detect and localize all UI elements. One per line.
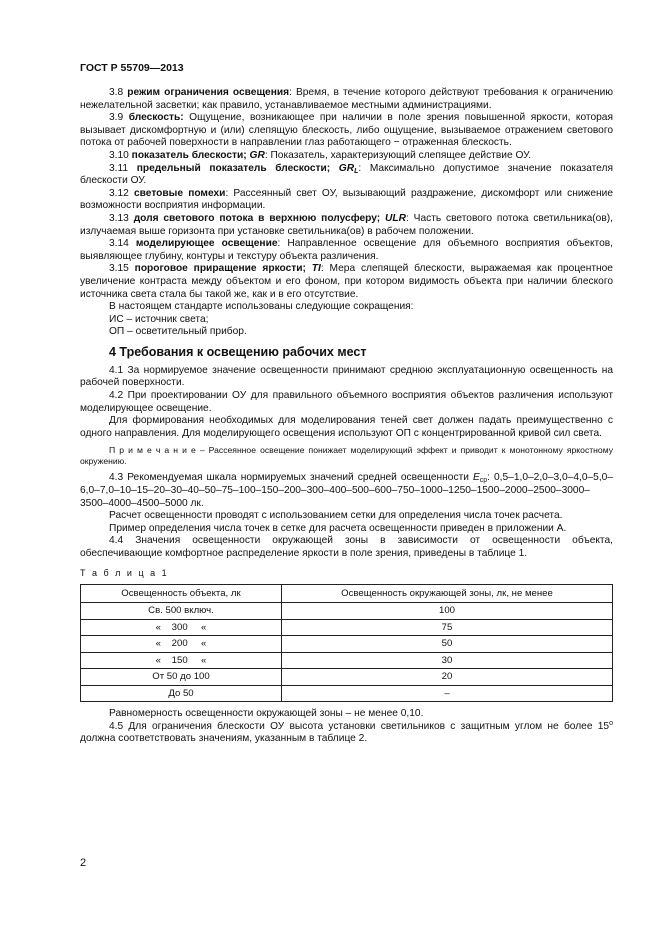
abbreviation-item: ИС – источник света;: [109, 313, 209, 325]
definition-3-10: [80, 150, 613, 163]
clause-text: 4.3 Рекомендуемая шкала нормируемых значений средней освещенности: [109, 472, 473, 484]
table-cell: 20: [282, 669, 613, 686]
clause-number: 3.14: [109, 238, 129, 250]
table-cell: « 300 «: [81, 619, 282, 636]
definition-3-9: [80, 112, 613, 150]
term-abbreviation: ULR: [385, 212, 406, 224]
abbreviation-item: ОП – осветительный прибор.: [109, 326, 247, 338]
table-cell: 30: [282, 652, 613, 669]
uniformity-paragraph: Равномерность освещенности окружающей зоны – не менее 0,10.: [109, 708, 424, 720]
table-caption: Т а б л и ц а 1: [80, 567, 169, 578]
definition-text: : Мера слепящей блескости, выражаемая как процентное увеличение контраста между объектом и его фоном, при котором видимость объекта при наличии блеского источника света стала бы такой же, как и в его отсутствие.: [80, 263, 613, 300]
clause-text: : 0,5–1,0–2,0–3,0–4,0–5,0–6,0–7,0–10–15–20–30–40–50–75–100–150–200–300–400–500–600–750–1000–1250–1500–2000–2500–3000–3500–4000–4500–5000 лк.: [80, 472, 613, 509]
note: [80, 445, 613, 467]
term: световые помехи: [134, 187, 226, 199]
definition-text: : Направленное освещение для объемного восприятия объектов, выявляющее глубину, контуры и текстуру объекта различения.: [80, 238, 613, 262]
term: предельный показатель блескости;: [136, 162, 331, 174]
term-abbreviation: TI: [311, 263, 321, 275]
definition-3-11: [80, 163, 613, 188]
table-cell: До 50: [81, 685, 282, 702]
clause-4-3-paragraph: Расчет освещенности проводят с использованием сетки для определения числа точек расчета.: [109, 510, 563, 522]
definition-text: : Рассеянный свет ОУ, вызывающий раздражение, дискомфорт или снижение возможности восприятия информации.: [80, 187, 613, 212]
table-cell: От 50 до 100: [81, 669, 282, 686]
symbol: E: [472, 472, 480, 484]
clause-number: 3.13: [109, 212, 129, 224]
definition-3-14: [80, 238, 613, 263]
term: показатель блескости;: [131, 149, 247, 161]
table-row: [81, 603, 613, 620]
table-cell: Св. 500 включ.: [81, 603, 282, 620]
term: моделирующее освещение: [135, 238, 278, 250]
clause-4-4: 4.4 Значения освещенности окружающей зоны в зависимости от освещенности объекта, обеспечивающие комфортное распределение яркости в поле зрения, приведены в таблице 1.: [80, 535, 613, 559]
clause-4-1: 4.1 За нормируемое значение освещенности принимают среднюю эксплуатационную освещенность на рабочей поверхности.: [80, 364, 613, 389]
page-number: 2: [80, 857, 87, 869]
table-row: [81, 636, 613, 653]
term-subscript: L: [354, 167, 359, 175]
clause-4-3: [80, 472, 613, 510]
section-heading: 4 Требования к освещению рабочих мест: [109, 344, 367, 359]
definition-text: : Часть светового потока светильника(ов), излучаемая выше горизонта при установке светильника(ов) в рабочем положении.: [80, 212, 613, 237]
definition-text: : Показатель, характеризующий слепящее действие ОУ.: [264, 149, 532, 161]
term: пороговое приращение яркости;: [134, 263, 306, 275]
symbol-subscript: ср: [479, 477, 488, 485]
clause-text: 4.5 Для ограничения блескости ОУ высота установки светильников с защитным углом не более 15: [109, 720, 610, 732]
table-cell: 75: [282, 619, 613, 636]
term-abbreviation: GR: [338, 162, 355, 174]
clause-number: 3.8: [109, 87, 124, 98]
table-cell: 100: [282, 603, 613, 620]
degree-sign: o: [609, 719, 613, 727]
term: режим ограничения освещения: [127, 87, 290, 98]
clause-text: должна соответствовать значениям, указанным в таблице 2.: [80, 733, 368, 745]
definition-3-15: [80, 263, 613, 301]
document-header: ГОСТ Р 55709—2013: [80, 62, 184, 74]
term: блескость:: [128, 112, 184, 124]
clause-number: 3.12: [109, 187, 129, 199]
column-header: Освещенность объекта, лк: [81, 585, 282, 603]
table-row: [81, 669, 613, 686]
clause-number: 3.10: [109, 149, 129, 161]
table-row: [81, 685, 613, 702]
clause-number: 3.15: [109, 263, 129, 275]
clause-4-2: 4.2 При проектировании ОУ для правильного объемного восприятия объектов различения используют моделирующее освещение.: [80, 390, 613, 414]
column-header: Освещенность окружающей зоны, лк, не менее: [282, 585, 613, 603]
table-row: [81, 652, 613, 669]
table-cell: « 150 «: [81, 652, 282, 669]
illuminance-table: [80, 584, 613, 702]
definition-3-12: [80, 188, 613, 213]
clause-number: 3.11: [109, 162, 129, 174]
note-text: – Рассеянное освещение понижает моделирующий эффект и приводит к монотонному яркостному окружению.: [80, 445, 614, 467]
definition-3-13: [80, 213, 613, 238]
table-row: [81, 619, 613, 636]
clause-number: 3.9: [109, 112, 124, 124]
clause-4-2-paragraph: Для формирования необходимых для моделирования теней свет должен падать преимущественно с одного направления. Для моделирующего освещения используют ОП с концентрированной кривой сил света.: [80, 415, 613, 439]
definition-text: Ощущение, возникающее при наличии в поле зрения повышенной яркости, которая вызывает дискомфортную и (или) слепящую блескость, либо ощущение, вызываемое отражением светового потока от рабочей поверхности в направлении глаз работающего − отраженная блескость.: [80, 112, 613, 149]
definition-text: : Максимально допустимое значение показателя блескости ОУ.: [80, 162, 613, 187]
clause-4-5: [80, 721, 613, 746]
term-abbreviation: GR: [249, 149, 265, 161]
abbreviations-intro: В настоящем стандарте использованы следующие сокращения:: [109, 301, 414, 313]
definition-text: : Время, в течение которого действуют требования к ограничению нежелательной засветки; как правило, устанавливаемое местными администрациями.: [80, 87, 613, 111]
table-cell: « 200 «: [81, 636, 282, 653]
definition-3-8: [80, 87, 613, 112]
document-body: [80, 87, 613, 746]
term: доля светового потока в верхнюю полусферу;: [133, 212, 381, 224]
table-cell: 50: [282, 636, 613, 653]
table-header-row: [81, 585, 613, 603]
table-cell: –: [282, 685, 613, 702]
note-label: П р и м е ч а н и е: [109, 445, 196, 456]
clause-4-3-paragraph: Пример определения числа точек в сетке для расчета освещенности приведен в приложении А.: [109, 522, 567, 534]
